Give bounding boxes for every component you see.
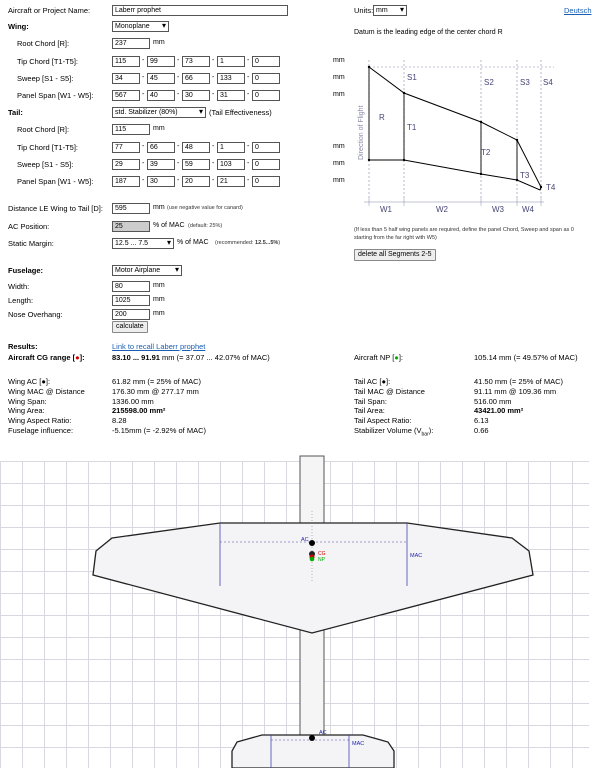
wing-sweep-unit: mm — [333, 74, 345, 81]
wing-span-separator: - — [142, 91, 145, 98]
right-result-label: Tail AC [●]: — [354, 377, 391, 386]
wing-ac-label: AC — [301, 537, 309, 543]
label-w3: W3 — [492, 205, 504, 214]
np-value: 105.14 mm (= 49.57% of MAC) — [474, 353, 578, 362]
tail-sweep-input-4[interactable]: 103 — [217, 159, 245, 170]
tail-tip-label: Tip Chord [T1-T5]: — [17, 143, 78, 152]
right-result-value: 41.50 mm (= 25% of MAC) — [474, 377, 563, 386]
tail-tip-separator: - — [247, 143, 250, 150]
tail-sweep-separator: - — [247, 160, 250, 167]
datum-note: Datum is the leading edge of the center chord R — [354, 29, 503, 36]
right-result-label: Tail MAC @ Distance — [354, 386, 425, 396]
tail-mac-label: MAC — [352, 741, 365, 747]
distance-label: Distance LE Wing to Tail [D]: — [8, 204, 103, 213]
left-result-value: -5.15mm (= -2.92% of MAC) — [112, 426, 206, 435]
ac-position-label: AC Position: — [8, 222, 50, 231]
right-result-label: Tail Span: — [354, 396, 387, 406]
tail-sweep-label: Sweep [S1 - S5]: — [17, 160, 74, 169]
wing-tip-separator: - — [212, 57, 215, 64]
fuselage-length-input[interactable]: 1025 — [112, 295, 150, 306]
wing-type-select[interactable]: Monoplane ▾ — [112, 21, 169, 32]
calculate-button[interactable]: calculate — [112, 321, 148, 333]
wing-tip-separator: - — [142, 57, 145, 64]
label-s2: S2 — [484, 78, 494, 87]
wing-sweep-separator: - — [212, 74, 215, 81]
tail-span-input-4[interactable]: 21 — [217, 176, 245, 187]
left-result-label: Wing AC [●]: — [8, 377, 51, 386]
panel-note: (If less than 5 half wing panels are required, define the panel Chord, Sweep and span as 0 starting from the far right with W5) — [354, 227, 574, 241]
tail-type-select[interactable]: std. Stabilizer (80%) ▾ — [112, 107, 206, 118]
left-result-value: 215598.00 mm² — [112, 406, 166, 416]
fuselage-length-unit: mm — [153, 296, 165, 303]
units-select[interactable]: mm ▾ — [373, 5, 407, 16]
tail-span-separator: - — [177, 177, 180, 184]
label-s1: S1 — [407, 73, 417, 82]
label-w4: W4 — [522, 205, 534, 214]
tail-root-label: Root Chord [R]: — [17, 125, 70, 134]
right-result-value: 516.00 mm — [474, 396, 512, 406]
left-result-value: 1336.00 mm — [112, 396, 154, 406]
results-label: Results: — [8, 342, 38, 351]
left-result-label: Wing Span: — [8, 396, 47, 406]
cg-range-value: 83.10 ... 91.91 mm (= 37.07 ... 42.07% of MAC) — [112, 353, 270, 362]
left-result-label: Wing Area: — [8, 406, 45, 416]
tail-span-separator: - — [142, 177, 145, 184]
wing-span-separator: - — [212, 91, 215, 98]
wing-tip-input-1[interactable]: 115 — [112, 56, 140, 67]
left-result-label: Fuselage influence: — [8, 426, 74, 435]
tail-span-separator: - — [212, 177, 215, 184]
wing-sweep-input-1[interactable]: 34 — [112, 73, 140, 84]
label-s4: S4 — [543, 78, 553, 87]
tail-sweep-input-1[interactable]: 29 — [112, 159, 140, 170]
static-margin-select[interactable]: 12.5 ... 7.5 ▾ — [112, 238, 174, 249]
tail-sweep-input-2[interactable]: 39 — [147, 159, 175, 170]
direction-of-flight-label: Direction of Flight — [358, 105, 365, 160]
project-name-label: Aircraft or Project Name: — [8, 6, 91, 15]
wing-label: Wing: — [8, 22, 29, 31]
tail-sweep-separator: - — [212, 160, 215, 167]
label-s3: S3 — [520, 78, 530, 87]
wing-tip-label: Tip Chord [T1-T5]: — [17, 57, 78, 66]
wing-span-input-3[interactable]: 30 — [182, 90, 210, 101]
left-result-value: 61.82 mm (= 25% of MAC) — [112, 377, 201, 386]
tail-span-input-5[interactable]: 0 — [252, 176, 280, 187]
right-result-value: 0.66 — [474, 426, 489, 435]
ac-position-unit: % of MAC — [153, 222, 185, 229]
label-w1: W1 — [380, 205, 392, 214]
deutsch-link[interactable]: Deutsch — [564, 6, 592, 15]
tail-span-input-3[interactable]: 20 — [182, 176, 210, 187]
tail-tip-input-1[interactable]: 77 — [112, 142, 140, 153]
wing-tip-input-4[interactable]: 1 — [217, 56, 245, 67]
nose-overhang-label: Nose Overhang: — [8, 310, 63, 319]
label-t2: T2 — [481, 148, 491, 157]
tail-root-unit: mm — [153, 125, 165, 132]
right-result-value: 91.11 mm @ 109.36 mm — [474, 386, 557, 396]
wing-tip-input-3[interactable]: 73 — [182, 56, 210, 67]
wing-sweep-separator: - — [142, 74, 145, 81]
wing-tip-input-2[interactable]: 99 — [147, 56, 175, 67]
wing-tip-separator: - — [177, 57, 180, 64]
units-label: Units: — [354, 6, 374, 15]
np-label-drawing: NP — [318, 557, 325, 563]
aircraft-drawing — [0, 461, 589, 768]
tail-tip-separator: - — [177, 143, 180, 150]
tail-effectiveness-label: (Tail Effectiveness) — [209, 108, 272, 117]
fuselage-label: Fuselage: — [8, 266, 44, 275]
wing-mac-label: MAC — [410, 553, 423, 559]
wing-sweep-label: Sweep [S1 - S5]: — [17, 74, 74, 83]
tail-span-input-1[interactable]: 187 — [112, 176, 140, 187]
wing-tip-input-5[interactable]: 0 — [252, 56, 280, 67]
distance-note: (use negative value for canard) — [167, 205, 243, 211]
left-result-label: Wing Aspect Ratio: — [8, 416, 72, 426]
right-result-value: 6.13 — [474, 416, 489, 426]
wing-tip-unit: mm — [333, 57, 345, 64]
nose-overhang-unit: mm — [153, 310, 165, 317]
tail-label: Tail: — [8, 108, 23, 117]
tail-tip-input-4[interactable]: 1 — [217, 142, 245, 153]
delete-segments-button[interactable]: delete all Segments 2-5 — [354, 249, 436, 261]
label-w2: W2 — [436, 205, 448, 214]
ac-position-input[interactable]: 25 — [112, 221, 150, 232]
wing-root-input[interactable]: 237 — [112, 38, 150, 49]
tail-ac-label: AC — [319, 730, 327, 736]
tail-span-unit: mm — [333, 177, 345, 184]
wing-span-label: Panel Span [W1 - W5]: — [17, 91, 94, 100]
left-result-label: Wing MAC @ Distance — [8, 386, 85, 396]
planform-diagram — [354, 40, 554, 220]
fuselage-width-unit: mm — [153, 282, 165, 289]
right-result-label: Stabilizer Volume $(V_{bar})$: — [354, 426, 434, 438]
label-t1: T1 — [407, 123, 417, 132]
fuselage-length-label: Length: — [8, 296, 34, 305]
wing-span-input-1[interactable]: 567 — [112, 90, 140, 101]
static-margin-note: (recommended: 12.5...5%) — [215, 240, 281, 246]
wing-sweep-separator: - — [177, 74, 180, 81]
recall-link[interactable]: Link to recall Laberr prophet — [112, 342, 206, 351]
label-r: R — [379, 113, 385, 122]
left-result-value: 176.30 mm @ 277.17 mm — [112, 386, 199, 396]
right-result-label: Tail Area: — [354, 406, 385, 416]
wing-span-input-4[interactable]: 31 — [217, 90, 245, 101]
tail-sweep-unit: mm — [333, 160, 345, 167]
static-margin-unit: % of MAC — [177, 239, 209, 246]
project-name-input[interactable]: Laberr prophet — [112, 5, 288, 16]
tail-tip-unit: mm — [333, 143, 345, 150]
label-t3: T3 — [520, 171, 530, 180]
tail-sweep-separator: - — [142, 160, 145, 167]
cg-label: CG — [318, 551, 326, 557]
tail-tip-separator: - — [212, 143, 215, 150]
distance-input[interactable]: 595 — [112, 203, 150, 214]
wing-span-separator: - — [177, 91, 180, 98]
wing-sweep-input-2[interactable]: 45 — [147, 73, 175, 84]
wing-root-label: Root Chord [R]: — [17, 39, 70, 48]
right-result-label: Tail Aspect Ratio: — [354, 416, 412, 426]
static-margin-label: Static Margin: — [8, 239, 54, 248]
tail-sweep-input-3[interactable]: 59 — [182, 159, 210, 170]
cg-range-label: Aircraft CG range [●]: — [8, 353, 85, 362]
tail-tip-separator: - — [142, 143, 145, 150]
distance-unit: mm — [153, 204, 165, 211]
nose-overhang-input[interactable]: 200 — [112, 309, 150, 320]
wing-sweep-input-5[interactable]: 0 — [252, 73, 280, 84]
tail-span-separator: - — [247, 177, 250, 184]
tail-root-input[interactable]: 115 — [112, 124, 150, 135]
right-result-value: 43421.00 mm² — [474, 406, 524, 416]
wing-span-input-2[interactable]: 40 — [147, 90, 175, 101]
wing-sweep-separator: - — [247, 74, 250, 81]
tail-tip-input-3[interactable]: 48 — [182, 142, 210, 153]
tail-tip-input-2[interactable]: 66 — [147, 142, 175, 153]
fuselage-width-input[interactable]: 80 — [112, 281, 150, 292]
wing-sweep-input-4[interactable]: 133 — [217, 73, 245, 84]
fuselage-width-label: Width: — [8, 282, 30, 291]
label-t4: T4 — [546, 183, 556, 192]
ac-position-note: (default: 25%) — [188, 223, 223, 229]
tail-span-label: Panel Span [W1 - W5]: — [17, 177, 94, 186]
left-result-value: 8.28 — [112, 416, 127, 426]
wing-span-unit: mm — [333, 91, 345, 98]
np-label: Aircraft NP [●]: — [354, 353, 403, 362]
tail-sweep-separator: - — [177, 160, 180, 167]
wing-span-separator: - — [247, 91, 250, 98]
wing-sweep-input-3[interactable]: 66 — [182, 73, 210, 84]
tail-tip-input-5[interactable]: 0 — [252, 142, 280, 153]
fuselage-type-select[interactable]: Motor Airplane ▾ — [112, 265, 182, 276]
tail-sweep-input-5[interactable]: 0 — [252, 159, 280, 170]
wing-span-input-5[interactable]: 0 — [252, 90, 280, 101]
tail-span-input-2[interactable]: 30 — [147, 176, 175, 187]
wing-root-unit: mm — [153, 39, 165, 46]
wing-tip-separator: - — [247, 57, 250, 64]
